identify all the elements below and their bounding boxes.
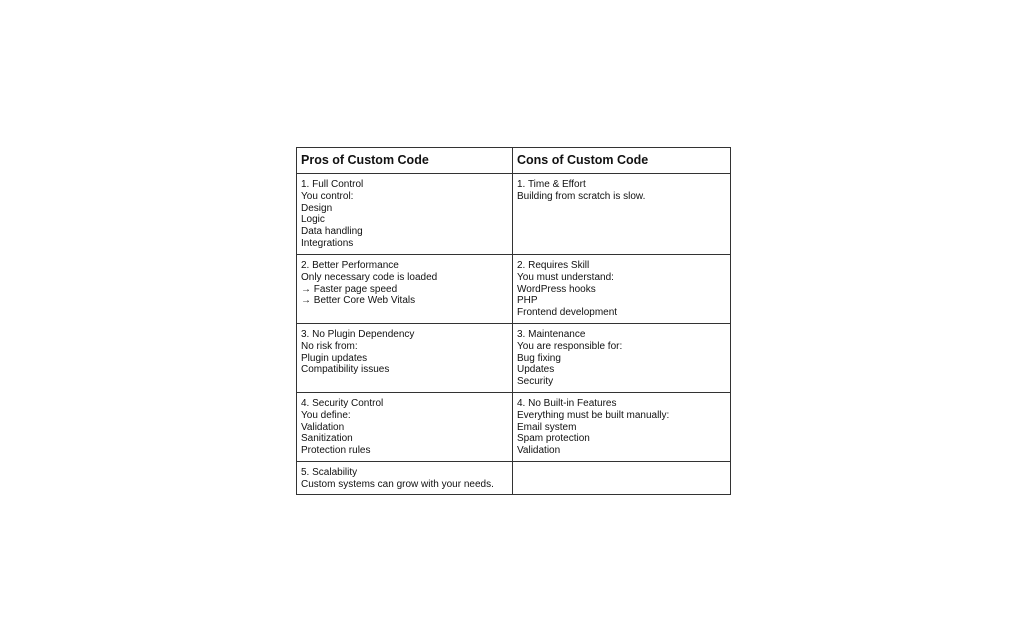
- pros-item-text: No risk from:: [301, 340, 358, 352]
- cons-item-title: 1. Time & Effort: [517, 179, 586, 190]
- table-row: [297, 324, 731, 393]
- pros-cons-table: [296, 147, 731, 495]
- cons-item-text: WordPress hooks: [517, 283, 596, 295]
- pros-item-text: Plugin updates: [301, 352, 368, 364]
- cons-cell: [513, 255, 731, 324]
- pros-item-text: Custom systems can grow with your needs.: [301, 478, 494, 490]
- pros-item-title: 4. Security Control: [301, 398, 384, 409]
- pros-item-text: Compatibility issues: [301, 364, 390, 376]
- cons-item-text: Everything must be built manually:: [517, 409, 670, 421]
- cons-item-title: 3. Maintenance: [517, 329, 586, 340]
- pros-item-text: You control:: [301, 190, 354, 202]
- cons-cell: [513, 174, 731, 255]
- table-row: [297, 174, 731, 255]
- cons-item-text: Validation: [517, 445, 561, 457]
- pros-item-text: Logic: [301, 214, 325, 226]
- pros-item-text: Protection rules: [301, 445, 371, 457]
- pros-item-text: Sanitization: [301, 433, 353, 445]
- pros-item-text: → Better Core Web Vitals: [301, 295, 416, 307]
- table-header-row: [297, 148, 731, 174]
- pros-item-text: → Faster page speed: [301, 283, 398, 295]
- cons-item-text: Spam protection: [517, 433, 590, 445]
- pros-cell: [297, 255, 513, 324]
- cons-item-text: You are responsible for:: [517, 340, 623, 352]
- cons-item-title: 4. No Built-in Features: [517, 398, 617, 409]
- table-row: [297, 393, 731, 462]
- table-row: [297, 462, 731, 495]
- pros-item-text: Data handling: [301, 226, 363, 238]
- pros-item-text: You define:: [301, 409, 351, 421]
- table-row: [297, 255, 731, 324]
- cons-item-title: 2. Requires Skill: [517, 260, 590, 271]
- cons-item-text: PHP: [517, 295, 538, 307]
- cons-item-text: Email system: [517, 421, 577, 433]
- pros-cell: [297, 324, 513, 393]
- cons-cell: [513, 393, 731, 462]
- pros-item-text: Integrations: [301, 237, 354, 249]
- pros-item-text: Design: [301, 202, 333, 214]
- pros-cell: [297, 393, 513, 462]
- pros-item-title: 5. Scalability: [301, 467, 358, 478]
- cons-cell-empty: [513, 462, 731, 495]
- pros-item-title: 3. No Plugin Dependency: [301, 329, 415, 340]
- cons-item-text: Frontend development: [517, 307, 618, 319]
- cons-item-text: Bug fixing: [517, 352, 561, 364]
- cons-column-header: Cons of Custom Code: [513, 148, 731, 174]
- cons-item-text: Updates: [517, 364, 555, 376]
- pros-item-text: Only necessary code is loaded: [301, 271, 438, 283]
- pros-column-header: Pros of Custom Code: [297, 148, 513, 174]
- pros-item-title: 1. Full Control: [301, 179, 364, 190]
- pros-item-text: Validation: [301, 421, 345, 433]
- cons-item-text: You must understand:: [517, 271, 614, 283]
- cons-item-text: Building from scratch is slow.: [517, 190, 646, 202]
- pros-cell: [297, 174, 513, 255]
- cons-item-text: Security: [517, 376, 554, 388]
- pros-cell: [297, 462, 513, 495]
- pros-item-title: 2. Better Performance: [301, 260, 399, 271]
- cons-cell: [513, 324, 731, 393]
